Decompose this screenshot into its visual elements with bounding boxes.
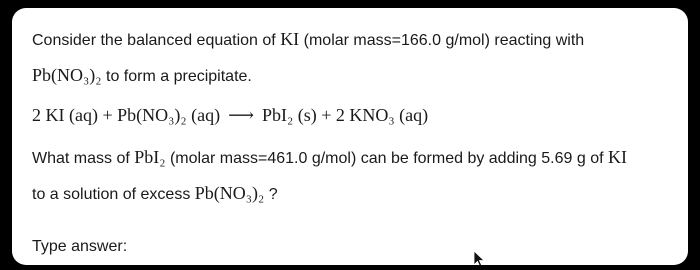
question-line-2 [32,64,252,88]
chemical-formula-ki: KI [280,29,300,49]
question-text: (molar mass=461.0 g/mol) can be formed by adding 5.69 g of [165,150,608,167]
question-text: to form a precipitate. [101,68,252,85]
question-line-4 [32,146,627,170]
question-text: What mass of [32,150,135,167]
mouse-pointer-icon [472,250,486,265]
question-text: to a solution of excess [32,186,195,203]
question-text: ? [264,186,278,203]
chemical-formula-lead-iodide: PbI₂ [134,147,166,167]
reaction-arrow-icon: ⟶ [228,105,254,125]
question-text: (molar mass=166.0 g/mol) reacting with [299,32,585,49]
question-text: Consider the balanced equation of [32,32,281,49]
answer-input-label[interactable]: Type answer: [32,238,128,255]
balanced-equation [32,104,428,126]
question-line-5 [32,182,278,206]
question-card [12,8,688,265]
equation-products: PbI₂ (s) + 2 KNO₃ (aq) [261,105,429,125]
equation-reactants: 2 KI (aq) + Pb(NO₃)₂ (aq) [32,105,221,125]
chemical-formula-lead-nitrate: Pb(NO₃)₂ [32,65,102,85]
question-line-1 [32,28,584,52]
chemical-formula-lead-nitrate: Pb(NO₃)₂ [194,183,265,203]
chemical-formula-ki: KI [608,147,627,167]
